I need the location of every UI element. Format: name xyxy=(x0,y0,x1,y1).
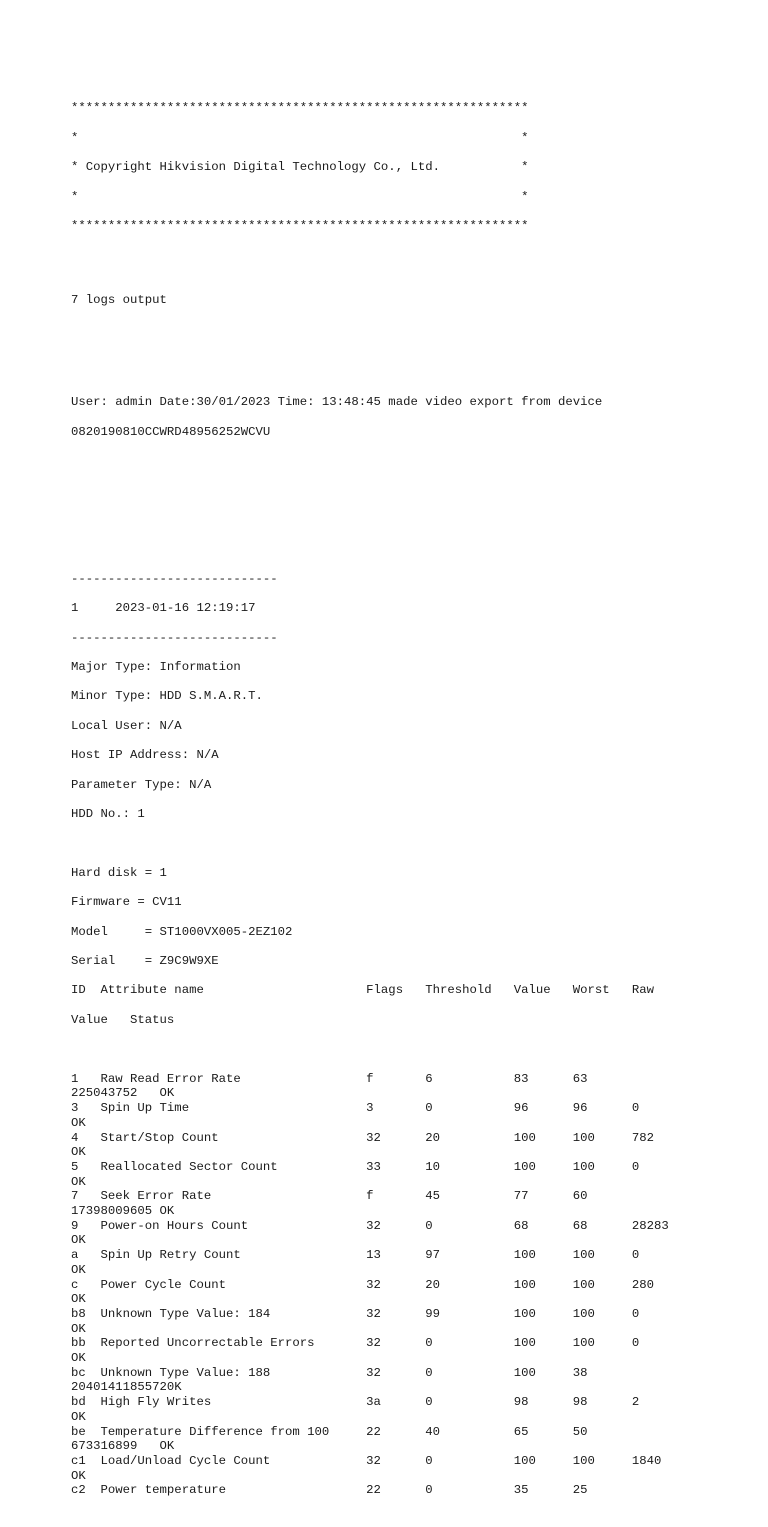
smart-table-row-line: 1 Raw Read Error Rate f 6 83 63 xyxy=(71,1071,588,1086)
export-info xyxy=(71,381,761,455)
log-count: 7 logs output xyxy=(71,292,167,307)
smart-table-row-line: 9 Power-on Hours Count 32 0 68 68 28283 xyxy=(71,1218,669,1233)
entry-field: Major Type: Information xyxy=(71,660,241,675)
smart-table-row-line: bc Unknown Type Value: 188 32 0 100 38 xyxy=(71,1365,588,1380)
smart-table-row-line: OK xyxy=(71,1233,86,1248)
copyright-banner xyxy=(71,87,761,249)
entry-field: Host IP Address: N/A xyxy=(71,748,219,763)
smart-table-row-line: bd High Fly Writes 3a 0 98 98 2 xyxy=(71,1395,640,1410)
blank-line xyxy=(71,263,761,278)
disk-info-line: Firmware = CV11 xyxy=(71,895,182,910)
log-text xyxy=(71,72,761,1527)
smart-table-row-line: c2 Power temperature 22 0 35 25 xyxy=(71,1483,588,1498)
log-document xyxy=(71,72,761,1527)
blank-line xyxy=(71,1042,761,1057)
smart-table-row-line: 5 Reallocated Sector Count 33 10 100 100 0 xyxy=(71,1159,640,1174)
smart-table-row-line: 3 Spin Up Time 3 0 96 96 0 xyxy=(71,1101,640,1116)
banner-line: * * xyxy=(71,189,529,204)
smart-table-row-line: bb Reported Uncorrectable Errors 32 0 100 100 0 xyxy=(71,1336,640,1351)
log-entry xyxy=(71,557,761,1513)
smart-table-row-line: a Spin Up Retry Count 13 97 100 100 0 xyxy=(71,1248,640,1263)
smart-table-row-line: 225043752 OK xyxy=(71,1086,175,1101)
entry-field: HDD No.: 1 xyxy=(71,807,145,822)
smart-table-row-line: OK xyxy=(71,1174,86,1189)
smart-table-row-line: OK xyxy=(71,1145,86,1160)
smart-table-row-line: OK xyxy=(71,1262,86,1277)
smart-attribute-table xyxy=(71,1072,761,1498)
smart-table-row-line: c Power Cycle Count 32 20 100 100 280 xyxy=(71,1277,654,1292)
smart-table-row-line: 17398009605 OK xyxy=(71,1204,175,1219)
blank-line xyxy=(71,351,761,366)
smart-table-row-line: OK xyxy=(71,1292,86,1307)
smart-table-row-line: be Temperature Difference from 100 22 40 65 50 xyxy=(71,1424,588,1439)
smart-table-row-line: OK xyxy=(71,1115,86,1130)
blank-line xyxy=(71,469,761,484)
smart-table-row-line: 20401411855720K xyxy=(71,1380,182,1395)
export-info-line: User: admin Date:30/01/2023 Time: 13:48:45 made video export from device xyxy=(71,395,603,410)
blank-line xyxy=(71,322,761,337)
smart-table-row-line: 4 Start/Stop Count 32 20 100 100 782 xyxy=(71,1130,654,1145)
disk-info-line: Serial = Z9C9W9XE xyxy=(71,954,219,969)
banner-copyright-line: * Copyright Hikvision Digital Technology Co., Ltd. * xyxy=(71,160,529,175)
smart-table-row-line: b8 Unknown Type Value: 184 32 99 100 100 0 xyxy=(71,1306,640,1321)
smart-table-header: Value Status xyxy=(71,1012,175,1027)
smart-table-row-line: OK xyxy=(71,1351,86,1366)
disk-info-line: Hard disk = 1 xyxy=(71,865,167,880)
blank-line xyxy=(71,528,761,543)
banner-line: ************************************************************** xyxy=(71,219,529,234)
entry-separator: ---------------------------- xyxy=(71,571,278,586)
smart-table-row-line: 7 Seek Error Rate f 45 77 60 xyxy=(71,1189,588,1204)
banner-line: ************************************************************** xyxy=(71,101,529,116)
disk-info-line: Model = ST1000VX005-2EZ102 xyxy=(71,924,293,939)
smart-table-row-line: c1 Load/Unload Cycle Count 32 0 100 100 1840 xyxy=(71,1453,662,1468)
entry-field: Local User: N/A xyxy=(71,718,182,733)
blank-line xyxy=(71,836,761,851)
smart-table-row-line: 673316899 OK xyxy=(71,1439,175,1454)
entry-field: Parameter Type: N/A xyxy=(71,777,212,792)
entry-header: 1 2023-01-16 12:19:17 xyxy=(71,601,256,616)
entry-field: Minor Type: HDD S.M.A.R.T. xyxy=(71,689,263,704)
smart-table-row-line: OK xyxy=(71,1468,86,1483)
banner-line: * * xyxy=(71,130,529,145)
entry-separator: ---------------------------- xyxy=(71,630,278,645)
smart-table-row-line: OK xyxy=(71,1321,86,1336)
blank-line xyxy=(71,498,761,513)
smart-table-header: ID Attribute name Flags Threshold Value Worst Raw xyxy=(71,983,654,998)
device-serial-line: 0820190810CCWRD48956252WCVU xyxy=(71,424,271,439)
smart-table-row-line: OK xyxy=(71,1409,86,1424)
